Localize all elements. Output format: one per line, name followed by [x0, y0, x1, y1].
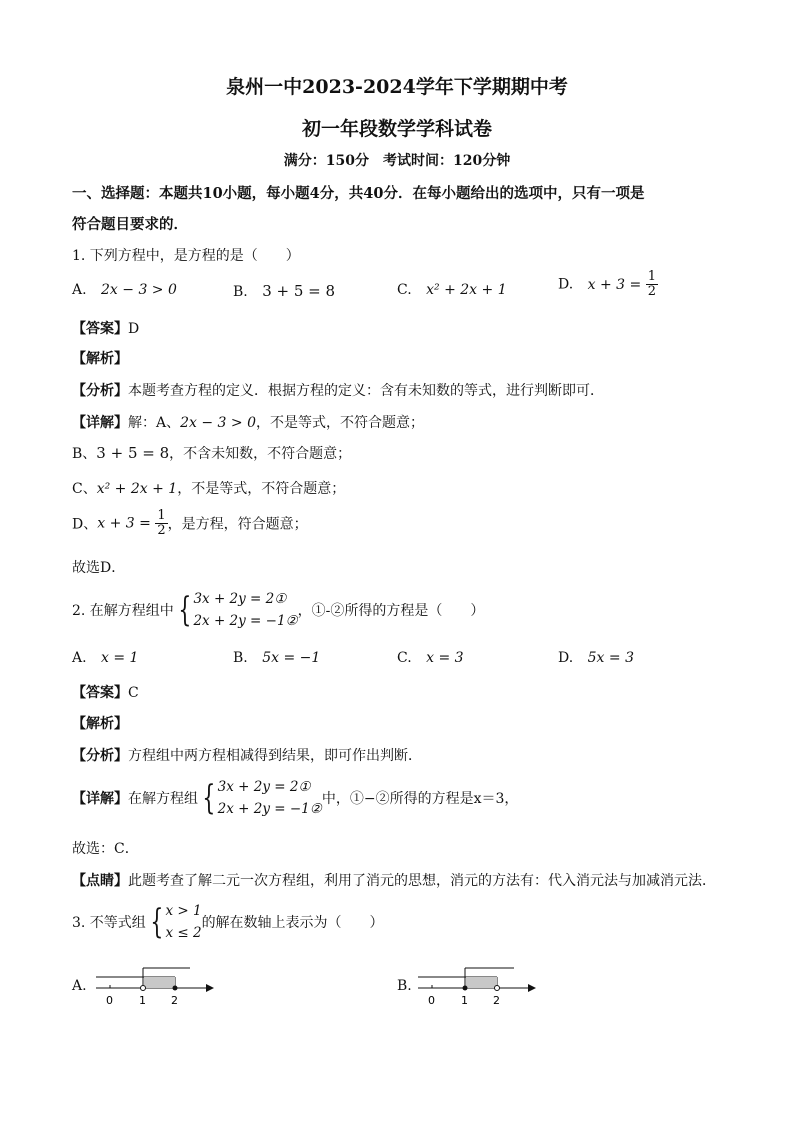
q2-fenxi [72, 745, 422, 765]
q2-option-b-label: B. [233, 650, 248, 666]
q2-option-b [233, 650, 320, 666]
q1-option-a-label: A. [72, 282, 87, 298]
q1-fenxi [72, 380, 604, 400]
q2-dianjing [72, 870, 716, 890]
xiangjie-tag: 【详解】 [72, 791, 128, 807]
xiangjie-pre: 在解方程组 [128, 791, 198, 807]
detail-c-post: ，不是等式，不符合题意； [177, 481, 346, 497]
q2-answer [72, 682, 139, 702]
q2-option-c-expr: x = 3 [426, 650, 464, 666]
q2-option-a-expr: x = 1 [101, 650, 139, 666]
detail-b-expr: 3 + 5 = 8 [96, 444, 170, 462]
brace-icon: { [150, 902, 164, 942]
q1-option-c-label: C. [397, 282, 412, 298]
fraction-numerator: 1 [157, 508, 166, 523]
xiangjie-pre: 解：A、 [128, 415, 181, 431]
q2-option-d-expr: 5x = 3 [587, 650, 634, 666]
fenxi-tag: 【分析】 [72, 748, 128, 764]
tick-label-1: 1 [139, 994, 146, 1007]
q1-option-d-label: D. [558, 276, 574, 293]
q1-option-a-expr: 2x − 3 > 0 [101, 282, 177, 298]
section-heading-cont: 符合题目要求的． [72, 216, 188, 233]
q2-option-b-expr: 5x = −1 [262, 650, 321, 666]
q1-detail-b [72, 443, 351, 463]
q1-option-d-fraction [646, 270, 658, 299]
exam-title: 泉州一中2023-2024学年下学期期中考 [226, 76, 568, 98]
fenxi-tag: 【分析】 [72, 383, 128, 399]
q1-analysis-tag [72, 348, 128, 368]
tick-label-0: 0 [428, 994, 435, 1007]
detail-d-lhs: x + 3 = [97, 515, 151, 532]
q1-answer [72, 318, 139, 338]
q3-option-a-number-line [92, 960, 217, 1010]
q1-option-c-expr: x² + 2x + 1 [426, 282, 507, 298]
dianjing-text: 此题考查了解二元一次方程组，利用了消元的思想，消元的方法有：代入消元法与加减消元法． [128, 873, 716, 889]
q1-stem: 1. 下列方程中，是方程的是（ ） [72, 248, 300, 264]
detail-c-pre: C、 [72, 481, 97, 497]
detail-b-pre: B、 [72, 446, 97, 462]
answer-value: C [128, 685, 139, 701]
q2-eq2: 2x + 2y = −1② [193, 613, 298, 629]
closed-point [173, 986, 178, 991]
q2-xiangjie [72, 776, 518, 820]
q3-stem-pre: 3. 不等式组 [72, 915, 146, 931]
brace-icon: { [202, 778, 216, 818]
tick-label-0: 0 [106, 994, 113, 1007]
q1-conclusion: 故选D． [72, 560, 126, 576]
tick-label-1: 1 [461, 994, 468, 1007]
arrow-icon [206, 984, 214, 992]
detail-d-fraction [155, 509, 167, 538]
q3-ineq1: x > 1 [165, 903, 202, 919]
fenxi-text: 方程组中两方程相减得到结果，即可作出判断． [128, 748, 422, 764]
answer-value: D [128, 321, 140, 337]
fraction-numerator: 1 [647, 269, 656, 284]
q2-detail-system [218, 776, 322, 820]
xiangjie-post: 中，①−②所得的方程是x＝3， [321, 791, 519, 807]
q1-option-d [558, 270, 658, 299]
q1-option-b-expr: 3 + 5 = 8 [262, 282, 336, 300]
q3-option-b-number-line [414, 960, 539, 1010]
q1-option-a [72, 282, 177, 298]
q1-option-b-label: B. [233, 284, 248, 300]
q3-stem-post: 的解在数轴上表示为（ ） [201, 915, 384, 931]
detail-d-pre: D、 [72, 516, 98, 533]
fraction-denominator: 2 [157, 523, 166, 538]
q3-stem [72, 900, 384, 944]
q2-option-a [72, 650, 138, 666]
open-point [141, 986, 146, 991]
q2-eq1: 3x + 2y = 2① [193, 591, 287, 607]
analysis-tag: 【解析】 [72, 351, 128, 367]
tick-label-2: 2 [171, 994, 178, 1007]
fenxi-text: 本题考查方程的定义．根据方程的定义：含有未知数的等式，进行判断即可． [128, 383, 604, 399]
solution-region [144, 977, 175, 988]
answer-tag: 【答案】 [72, 321, 128, 337]
detail-b-post: ，不含未知数，不符合题意； [169, 446, 352, 462]
q2-option-c-label: C. [397, 650, 412, 666]
q2-detail-eq1: 3x + 2y = 2① [217, 779, 311, 795]
q2-conclusion: 故选：C． [72, 841, 139, 857]
fraction-denominator: 2 [647, 284, 656, 299]
q3-ineq2: x ≤ 2 [165, 925, 202, 941]
solution-region [466, 977, 497, 988]
q2-option-a-label: A. [72, 650, 87, 666]
detail-c-expr: x² + 2x + 1 [96, 481, 178, 497]
closed-point [463, 986, 468, 991]
dianjing-tag: 【点睛】 [72, 873, 128, 889]
q1-option-d-lhs: x + 3 = [587, 276, 642, 293]
q1-detail-d [72, 509, 308, 538]
xiangjie-a-expr: 2x − 3 > 0 [180, 415, 257, 431]
exam-meta: 满分：150分 考试时间：120分钟 [283, 153, 511, 169]
xiangjie-tag: 【详解】 [72, 415, 128, 431]
q2-stem [72, 588, 484, 632]
arrow-icon [528, 984, 536, 992]
q2-analysis-tag [72, 713, 128, 733]
section-heading: 一、选择题：本题共10小题，每小题4分，共40分．在每小题给出的选项中，只有一项是 [72, 185, 645, 202]
xiangjie-a-post: ，不是等式，不符合题意； [256, 415, 425, 431]
analysis-tag: 【解析】 [72, 716, 128, 732]
q1-detail-c [72, 478, 345, 498]
q3-option-b-label: B. [397, 978, 412, 994]
q2-stem-post: ，①-②所得的方程是（ ） [297, 603, 485, 619]
q2-stem-pre: 2. 在解方程组中 [72, 603, 174, 619]
q3-system [165, 900, 201, 944]
q2-option-d [558, 650, 634, 666]
q2-detail-eq2: 2x + 2y = −1② [217, 801, 322, 817]
q1-option-c [397, 282, 507, 298]
brace-icon: { [178, 590, 192, 630]
q1-option-b [233, 282, 335, 300]
answer-tag: 【答案】 [72, 685, 128, 701]
q2-option-d-label: D. [558, 650, 574, 666]
q2-option-c [397, 650, 464, 666]
open-point [495, 986, 500, 991]
exam-subtitle: 初一年段数学学科试卷 [301, 118, 492, 140]
q3-option-a-label: A. [72, 978, 87, 994]
q1-xiangjie [72, 412, 424, 432]
detail-d-post: ，是方程，符合题意； [167, 516, 308, 533]
tick-label-2: 2 [493, 994, 500, 1007]
q2-system [193, 588, 297, 632]
